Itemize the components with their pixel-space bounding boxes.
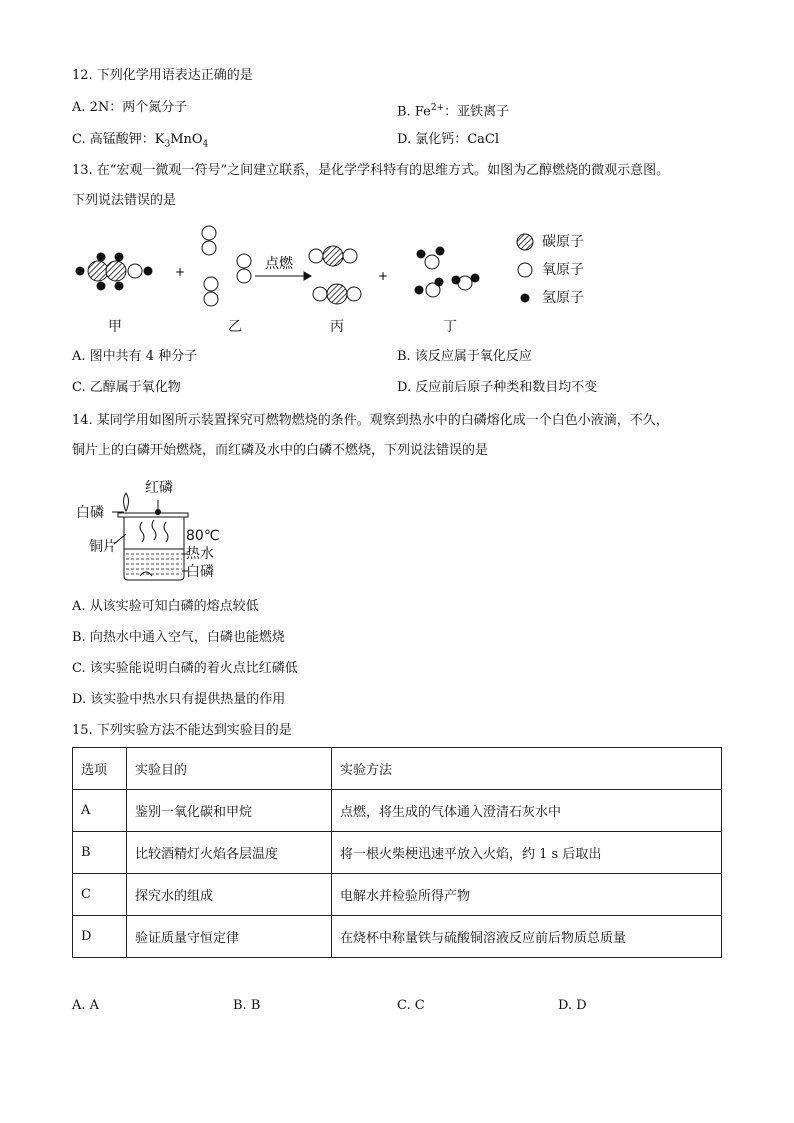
header-purpose: 实验目的 (127, 748, 332, 790)
q13-option-c: C. 乙醇属于氧化物 (72, 380, 181, 395)
oxygen-molecules (202, 226, 251, 306)
q15-table (72, 747, 722, 958)
label-white-phosphorus-top: 白磷 (76, 505, 104, 521)
reaction-arrow (255, 272, 311, 280)
row-purpose: 比较酒精灯火焰各层温度 (127, 832, 332, 874)
legend-oxygen: 氧原子 (542, 262, 584, 278)
label-ding: 丁 (443, 319, 457, 335)
q14-option-d: D. 该实验中热水只有提供热量的作用 (72, 692, 286, 707)
q14-option-c: C. 该实验能说明白磷的着火点比红磷低 (72, 661, 298, 676)
q13-reaction-diagram (0, 0, 794, 350)
q15-answer-c: C. C (397, 998, 425, 1013)
q15-answer-b: B. B (233, 998, 261, 1013)
q12-option-a: A. 2N：两个氮分子 (72, 100, 188, 115)
row-option: B (73, 832, 127, 874)
label-hot-water: 热水 (186, 546, 214, 562)
ignite-label: 点燃 (265, 256, 293, 272)
label-temperature: 80℃ (186, 528, 220, 544)
q15-answer-d: D. D (558, 998, 587, 1013)
row-purpose: 验证质量守恒定律 (127, 916, 332, 958)
q12-option-c: C. 高锰酸钾：$K_3MnO_4$ (72, 132, 209, 150)
legend-hydrogen: 氢原子 (542, 290, 584, 306)
ethanol-molecule (76, 253, 152, 290)
label-copper-plate: 铜片 (89, 539, 117, 555)
row-option: D (73, 916, 127, 958)
label-red-phosphorus: 红磷 (145, 480, 173, 496)
q13-option-a: A. 图中共有 4 种分子 (72, 349, 198, 364)
q12-option-b: B. $Fe^{2+}$：亚铁离子 (397, 103, 510, 120)
legend-carbon: 碳原子 (542, 234, 584, 250)
row-purpose: 探究水的组成 (127, 874, 332, 916)
row-method: 将一根火柴梗迅速平放入火焰，约 1 s 后取出 (332, 832, 722, 874)
row-option: C (73, 874, 127, 916)
label-jia: 甲 (108, 319, 122, 335)
q13-option-d: D. 反应前后原子种类和数目均不变 (397, 380, 598, 395)
table-row (73, 916, 722, 958)
q15-stem: 15. 下列实验方法不能达到实验目的是 (72, 723, 292, 738)
water-molecules (415, 247, 479, 297)
table-row (73, 832, 722, 874)
q13-stem-line1: 13. 在“宏观一微观一符号”之间建立联系，是化学学科特有的思维方式。如图为乙醇燃烧的微观示意图。 (72, 163, 670, 178)
row-method: 电解水并检验所得产物 (332, 874, 722, 916)
table-row (73, 790, 722, 832)
row-method: 在烧杯中称量铁与硫酸铜溶液反应前后物质总质量 (332, 916, 722, 958)
row-purpose: 鉴别一氧化碳和甲烷 (127, 790, 332, 832)
q12-stem: 12. 下列化学用语表达正确的是 (72, 68, 253, 83)
header-option: 选项 (73, 748, 127, 790)
q14-option-a: A. 从该实验可知白磷的熔点较低 (72, 599, 259, 614)
plus-sign-1: + (175, 265, 186, 279)
q14-stem-line1: 14. 某同学用如图所示装置探究可燃物燃烧的条件。观察到热水中的白磷熔化成一个白色小液滴，不久， (72, 413, 669, 428)
label-bing: 丙 (330, 319, 344, 335)
plus-sign-2: + (378, 269, 389, 283)
row-option: A (73, 790, 127, 832)
legend-symbols (517, 234, 533, 302)
label-white-phosphorus-bottom: 白磷 (186, 564, 214, 580)
table-header-row (73, 748, 722, 790)
row-method: 点燃，将生成的气体通入澄清石灰水中 (332, 790, 722, 832)
q15-answer-a: A. A (72, 998, 100, 1013)
header-method: 实验方法 (332, 748, 722, 790)
q14-option-b: B. 向热水中通入空气，白磷也能燃烧 (72, 630, 285, 645)
q13-stem-line2: 下列说法错误的是 (72, 193, 177, 208)
q12-option-d: D. 氯化钙：CaCl (397, 132, 500, 147)
q14-stem-line2: 铜片上的白磷开始燃烧，而红磷及水中的白磷不燃烧，下列说法错误的是 (72, 443, 489, 458)
q13-option-b: B. 该反应属于氧化反应 (397, 349, 532, 364)
table-row (73, 874, 722, 916)
co2-molecules (309, 246, 361, 304)
label-yi: 乙 (228, 319, 242, 335)
